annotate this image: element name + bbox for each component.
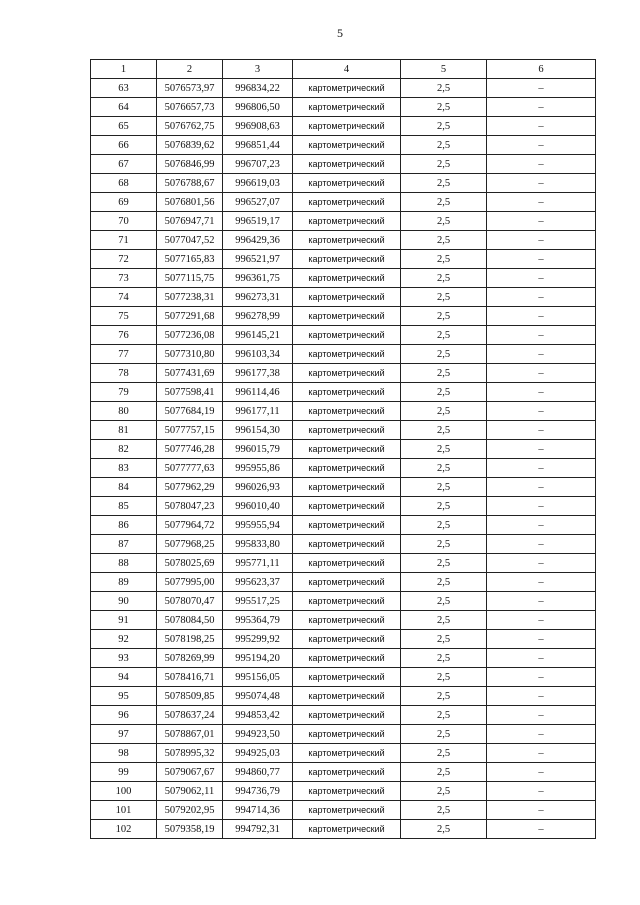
cell-method: картометрический: [293, 763, 401, 782]
cell-accuracy: 2,5: [401, 611, 487, 630]
cell-point-number: 97: [91, 725, 157, 744]
cell-x-coordinate: 5076788,67: [157, 174, 223, 193]
table-row: [91, 478, 596, 497]
cell-accuracy: 2,5: [401, 478, 487, 497]
cell-note: –: [487, 288, 596, 307]
table-row: [91, 535, 596, 554]
cell-note: –: [487, 307, 596, 326]
cell-accuracy: 2,5: [401, 79, 487, 98]
cell-y-coordinate: 996834,22: [223, 79, 293, 98]
table-row: [91, 763, 596, 782]
cell-method: картометрический: [293, 155, 401, 174]
table-row: [91, 117, 596, 136]
table-row: [91, 98, 596, 117]
cell-note: –: [487, 706, 596, 725]
cell-accuracy: 2,5: [401, 440, 487, 459]
cell-y-coordinate: 995623,37: [223, 573, 293, 592]
cell-note: –: [487, 269, 596, 288]
cell-y-coordinate: 995517,25: [223, 592, 293, 611]
cell-note: –: [487, 687, 596, 706]
cell-note: –: [487, 421, 596, 440]
cell-point-number: 67: [91, 155, 157, 174]
cell-point-number: 102: [91, 820, 157, 839]
cell-method: картометрический: [293, 668, 401, 687]
cell-point-number: 90: [91, 592, 157, 611]
cell-note: –: [487, 744, 596, 763]
cell-method: картометрический: [293, 174, 401, 193]
cell-note: –: [487, 592, 596, 611]
cell-method: картометрический: [293, 231, 401, 250]
cell-point-number: 71: [91, 231, 157, 250]
table-row: [91, 801, 596, 820]
cell-point-number: 65: [91, 117, 157, 136]
cell-method: картометрический: [293, 516, 401, 535]
cell-y-coordinate: 994923,50: [223, 725, 293, 744]
table-body: [91, 79, 596, 839]
cell-accuracy: 2,5: [401, 326, 487, 345]
cell-note: –: [487, 782, 596, 801]
cell-note: –: [487, 326, 596, 345]
cell-method: картометрический: [293, 402, 401, 421]
cell-accuracy: 2,5: [401, 763, 487, 782]
cell-point-number: 96: [91, 706, 157, 725]
cell-y-coordinate: 996619,03: [223, 174, 293, 193]
cell-accuracy: 2,5: [401, 668, 487, 687]
cell-y-coordinate: 996806,50: [223, 98, 293, 117]
cell-y-coordinate: 995955,86: [223, 459, 293, 478]
cell-accuracy: 2,5: [401, 706, 487, 725]
cell-point-number: 75: [91, 307, 157, 326]
cell-x-coordinate: 5076801,56: [157, 193, 223, 212]
cell-accuracy: 2,5: [401, 174, 487, 193]
cell-y-coordinate: 996015,79: [223, 440, 293, 459]
cell-method: картометрический: [293, 383, 401, 402]
cell-point-number: 77: [91, 345, 157, 364]
cell-note: –: [487, 136, 596, 155]
cell-method: картометрический: [293, 250, 401, 269]
column-header-method: 4: [293, 60, 401, 79]
cell-note: –: [487, 820, 596, 839]
cell-method: картометрический: [293, 706, 401, 725]
cell-y-coordinate: 995833,80: [223, 535, 293, 554]
cell-y-coordinate: 996361,75: [223, 269, 293, 288]
cell-accuracy: 2,5: [401, 592, 487, 611]
cell-point-number: 88: [91, 554, 157, 573]
cell-note: –: [487, 212, 596, 231]
column-header-accuracy: 5: [401, 60, 487, 79]
cell-x-coordinate: 5078269,99: [157, 649, 223, 668]
cell-point-number: 70: [91, 212, 157, 231]
cell-y-coordinate: 996145,21: [223, 326, 293, 345]
cell-note: –: [487, 611, 596, 630]
cell-point-number: 89: [91, 573, 157, 592]
table-row: [91, 307, 596, 326]
cell-y-coordinate: 995364,79: [223, 611, 293, 630]
table-row: [91, 554, 596, 573]
cell-point-number: 87: [91, 535, 157, 554]
cell-x-coordinate: 5077757,15: [157, 421, 223, 440]
cell-note: –: [487, 649, 596, 668]
table-row: [91, 497, 596, 516]
cell-point-number: 82: [91, 440, 157, 459]
cell-y-coordinate: 994736,79: [223, 782, 293, 801]
cell-x-coordinate: 5077310,80: [157, 345, 223, 364]
cell-method: картометрический: [293, 535, 401, 554]
cell-point-number: 99: [91, 763, 157, 782]
cell-x-coordinate: 5076839,62: [157, 136, 223, 155]
cell-accuracy: 2,5: [401, 801, 487, 820]
cell-x-coordinate: 5079062,11: [157, 782, 223, 801]
cell-y-coordinate: 996521,97: [223, 250, 293, 269]
cell-point-number: 95: [91, 687, 157, 706]
cell-x-coordinate: 5078867,01: [157, 725, 223, 744]
cell-y-coordinate: 995194,20: [223, 649, 293, 668]
table-row: [91, 573, 596, 592]
cell-x-coordinate: 5076573,97: [157, 79, 223, 98]
cell-note: –: [487, 573, 596, 592]
column-header-note: 6: [487, 60, 596, 79]
cell-y-coordinate: 996908,63: [223, 117, 293, 136]
cell-accuracy: 2,5: [401, 269, 487, 288]
cell-x-coordinate: 5078416,71: [157, 668, 223, 687]
cell-note: –: [487, 630, 596, 649]
cell-y-coordinate: 996278,99: [223, 307, 293, 326]
cell-x-coordinate: 5077777,63: [157, 459, 223, 478]
cell-note: –: [487, 478, 596, 497]
cell-y-coordinate: 995156,05: [223, 668, 293, 687]
cell-y-coordinate: 996177,11: [223, 402, 293, 421]
cell-method: картометрический: [293, 212, 401, 231]
cell-note: –: [487, 516, 596, 535]
cell-accuracy: 2,5: [401, 212, 487, 231]
cell-point-number: 91: [91, 611, 157, 630]
cell-y-coordinate: 994925,03: [223, 744, 293, 763]
cell-x-coordinate: 5077047,52: [157, 231, 223, 250]
cell-note: –: [487, 155, 596, 174]
cell-note: –: [487, 79, 596, 98]
cell-accuracy: 2,5: [401, 554, 487, 573]
cell-method: картометрический: [293, 136, 401, 155]
table-row: [91, 193, 596, 212]
table-row: [91, 440, 596, 459]
cell-accuracy: 2,5: [401, 497, 487, 516]
cell-accuracy: 2,5: [401, 630, 487, 649]
cell-point-number: 78: [91, 364, 157, 383]
cell-x-coordinate: 5077165,83: [157, 250, 223, 269]
column-header-y: 3: [223, 60, 293, 79]
page-number: 5: [337, 26, 343, 40]
cell-y-coordinate: 996707,23: [223, 155, 293, 174]
cell-point-number: 101: [91, 801, 157, 820]
cell-accuracy: 2,5: [401, 535, 487, 554]
cell-x-coordinate: 5078509,85: [157, 687, 223, 706]
cell-note: –: [487, 554, 596, 573]
table-row: [91, 611, 596, 630]
cell-x-coordinate: 5078084,50: [157, 611, 223, 630]
header-row: [91, 60, 596, 79]
cell-y-coordinate: 996177,38: [223, 364, 293, 383]
table-row: [91, 79, 596, 98]
cell-accuracy: 2,5: [401, 421, 487, 440]
cell-method: картометрический: [293, 782, 401, 801]
cell-note: –: [487, 668, 596, 687]
cell-note: –: [487, 117, 596, 136]
cell-method: картометрический: [293, 79, 401, 98]
cell-y-coordinate: 995771,11: [223, 554, 293, 573]
cell-note: –: [487, 440, 596, 459]
cell-x-coordinate: 5077238,31: [157, 288, 223, 307]
cell-note: –: [487, 497, 596, 516]
table-row: [91, 516, 596, 535]
cell-note: –: [487, 535, 596, 554]
table-row: [91, 231, 596, 250]
cell-method: картометрический: [293, 364, 401, 383]
cell-note: –: [487, 763, 596, 782]
table-row: [91, 155, 596, 174]
cell-note: –: [487, 345, 596, 364]
cell-x-coordinate: 5077962,29: [157, 478, 223, 497]
table-row: [91, 687, 596, 706]
cell-method: картометрический: [293, 630, 401, 649]
cell-x-coordinate: 5079358,19: [157, 820, 223, 839]
table-row: [91, 136, 596, 155]
table-row: [91, 725, 596, 744]
cell-method: картометрический: [293, 554, 401, 573]
cell-note: –: [487, 801, 596, 820]
cell-x-coordinate: 5079202,95: [157, 801, 223, 820]
cell-method: картометрический: [293, 611, 401, 630]
cell-accuracy: 2,5: [401, 573, 487, 592]
cell-method: картометрический: [293, 478, 401, 497]
cell-method: картометрический: [293, 459, 401, 478]
cell-point-number: 92: [91, 630, 157, 649]
cell-accuracy: 2,5: [401, 117, 487, 136]
cell-method: картометрический: [293, 592, 401, 611]
cell-accuracy: 2,5: [401, 98, 487, 117]
cell-y-coordinate: 996429,36: [223, 231, 293, 250]
cell-y-coordinate: 996519,17: [223, 212, 293, 231]
cell-method: картометрический: [293, 744, 401, 763]
cell-x-coordinate: 5076762,75: [157, 117, 223, 136]
cell-x-coordinate: 5076947,71: [157, 212, 223, 231]
cell-method: картометрический: [293, 725, 401, 744]
cell-method: картометрический: [293, 117, 401, 136]
cell-x-coordinate: 5077431,69: [157, 364, 223, 383]
cell-point-number: 66: [91, 136, 157, 155]
cell-y-coordinate: 996026,93: [223, 478, 293, 497]
table-row: [91, 782, 596, 801]
cell-point-number: 98: [91, 744, 157, 763]
cell-method: картометрический: [293, 193, 401, 212]
cell-accuracy: 2,5: [401, 687, 487, 706]
cell-x-coordinate: 5078025,69: [157, 554, 223, 573]
cell-method: картометрический: [293, 573, 401, 592]
cell-x-coordinate: 5077598,41: [157, 383, 223, 402]
coordinates-table: [90, 59, 596, 839]
cell-note: –: [487, 402, 596, 421]
cell-x-coordinate: 5078198,25: [157, 630, 223, 649]
cell-y-coordinate: 994792,31: [223, 820, 293, 839]
table-row: [91, 459, 596, 478]
column-header-point-number: 1: [91, 60, 157, 79]
table-row: [91, 820, 596, 839]
cell-x-coordinate: 5078070,47: [157, 592, 223, 611]
cell-point-number: 85: [91, 497, 157, 516]
table-row: [91, 174, 596, 193]
cell-accuracy: 2,5: [401, 307, 487, 326]
cell-y-coordinate: 996103,34: [223, 345, 293, 364]
cell-point-number: 80: [91, 402, 157, 421]
table-row: [91, 402, 596, 421]
cell-x-coordinate: 5078995,32: [157, 744, 223, 763]
cell-point-number: 72: [91, 250, 157, 269]
cell-point-number: 63: [91, 79, 157, 98]
cell-accuracy: 2,5: [401, 820, 487, 839]
cell-accuracy: 2,5: [401, 136, 487, 155]
cell-point-number: 84: [91, 478, 157, 497]
cell-note: –: [487, 364, 596, 383]
cell-accuracy: 2,5: [401, 231, 487, 250]
cell-x-coordinate: 5079067,67: [157, 763, 223, 782]
table-row: [91, 212, 596, 231]
table-row: [91, 421, 596, 440]
cell-accuracy: 2,5: [401, 193, 487, 212]
cell-point-number: 76: [91, 326, 157, 345]
cell-x-coordinate: 5077115,75: [157, 269, 223, 288]
cell-point-number: 68: [91, 174, 157, 193]
cell-accuracy: 2,5: [401, 402, 487, 421]
cell-method: картометрический: [293, 326, 401, 345]
cell-point-number: 73: [91, 269, 157, 288]
table-row: [91, 668, 596, 687]
cell-y-coordinate: 996154,30: [223, 421, 293, 440]
cell-accuracy: 2,5: [401, 383, 487, 402]
cell-x-coordinate: 5077236,08: [157, 326, 223, 345]
cell-y-coordinate: 996114,46: [223, 383, 293, 402]
column-header-x: 2: [157, 60, 223, 79]
cell-method: картометрический: [293, 345, 401, 364]
cell-point-number: 86: [91, 516, 157, 535]
cell-note: –: [487, 250, 596, 269]
cell-accuracy: 2,5: [401, 155, 487, 174]
cell-y-coordinate: 994714,36: [223, 801, 293, 820]
cell-point-number: 93: [91, 649, 157, 668]
cell-accuracy: 2,5: [401, 649, 487, 668]
cell-accuracy: 2,5: [401, 250, 487, 269]
cell-y-coordinate: 994860,77: [223, 763, 293, 782]
cell-x-coordinate: 5077684,19: [157, 402, 223, 421]
table-row: [91, 383, 596, 402]
cell-accuracy: 2,5: [401, 516, 487, 535]
cell-method: картометрический: [293, 820, 401, 839]
cell-method: картометрический: [293, 687, 401, 706]
cell-accuracy: 2,5: [401, 782, 487, 801]
cell-y-coordinate: 996010,40: [223, 497, 293, 516]
table-row: [91, 592, 596, 611]
cell-accuracy: 2,5: [401, 459, 487, 478]
cell-point-number: 94: [91, 668, 157, 687]
table-row: [91, 269, 596, 288]
cell-method: картометрический: [293, 288, 401, 307]
cell-point-number: 100: [91, 782, 157, 801]
cell-method: картометрический: [293, 421, 401, 440]
cell-y-coordinate: 994853,42: [223, 706, 293, 725]
cell-note: –: [487, 725, 596, 744]
cell-point-number: 79: [91, 383, 157, 402]
table-row: [91, 744, 596, 763]
cell-method: картометрический: [293, 801, 401, 820]
cell-x-coordinate: 5077291,68: [157, 307, 223, 326]
cell-method: картометрический: [293, 269, 401, 288]
cell-point-number: 74: [91, 288, 157, 307]
cell-accuracy: 2,5: [401, 744, 487, 763]
cell-y-coordinate: 995955,94: [223, 516, 293, 535]
cell-x-coordinate: 5077995,00: [157, 573, 223, 592]
table-row: [91, 288, 596, 307]
cell-point-number: 81: [91, 421, 157, 440]
table-row: [91, 326, 596, 345]
table-row: [91, 630, 596, 649]
cell-y-coordinate: 996527,07: [223, 193, 293, 212]
cell-method: картометрический: [293, 649, 401, 668]
table-row: [91, 706, 596, 725]
table-row: [91, 364, 596, 383]
cell-method: картометрический: [293, 98, 401, 117]
cell-y-coordinate: 995074,48: [223, 687, 293, 706]
cell-accuracy: 2,5: [401, 345, 487, 364]
cell-note: –: [487, 98, 596, 117]
cell-y-coordinate: 995299,92: [223, 630, 293, 649]
cell-accuracy: 2,5: [401, 725, 487, 744]
cell-accuracy: 2,5: [401, 364, 487, 383]
cell-x-coordinate: 5078637,24: [157, 706, 223, 725]
cell-note: –: [487, 231, 596, 250]
cell-point-number: 83: [91, 459, 157, 478]
table-row: [91, 649, 596, 668]
cell-note: –: [487, 383, 596, 402]
table-row: [91, 250, 596, 269]
cell-y-coordinate: 996273,31: [223, 288, 293, 307]
cell-x-coordinate: 5077964,72: [157, 516, 223, 535]
cell-x-coordinate: 5077968,25: [157, 535, 223, 554]
cell-note: –: [487, 193, 596, 212]
cell-note: –: [487, 174, 596, 193]
cell-method: картометрический: [293, 440, 401, 459]
cell-x-coordinate: 5077746,28: [157, 440, 223, 459]
cell-method: картометрический: [293, 307, 401, 326]
cell-x-coordinate: 5076846,99: [157, 155, 223, 174]
cell-accuracy: 2,5: [401, 288, 487, 307]
cell-y-coordinate: 996851,44: [223, 136, 293, 155]
cell-point-number: 69: [91, 193, 157, 212]
table-row: [91, 345, 596, 364]
cell-method: картометрический: [293, 497, 401, 516]
cell-x-coordinate: 5076657,73: [157, 98, 223, 117]
cell-point-number: 64: [91, 98, 157, 117]
table-header: [91, 60, 596, 79]
cell-x-coordinate: 5078047,23: [157, 497, 223, 516]
cell-note: –: [487, 459, 596, 478]
